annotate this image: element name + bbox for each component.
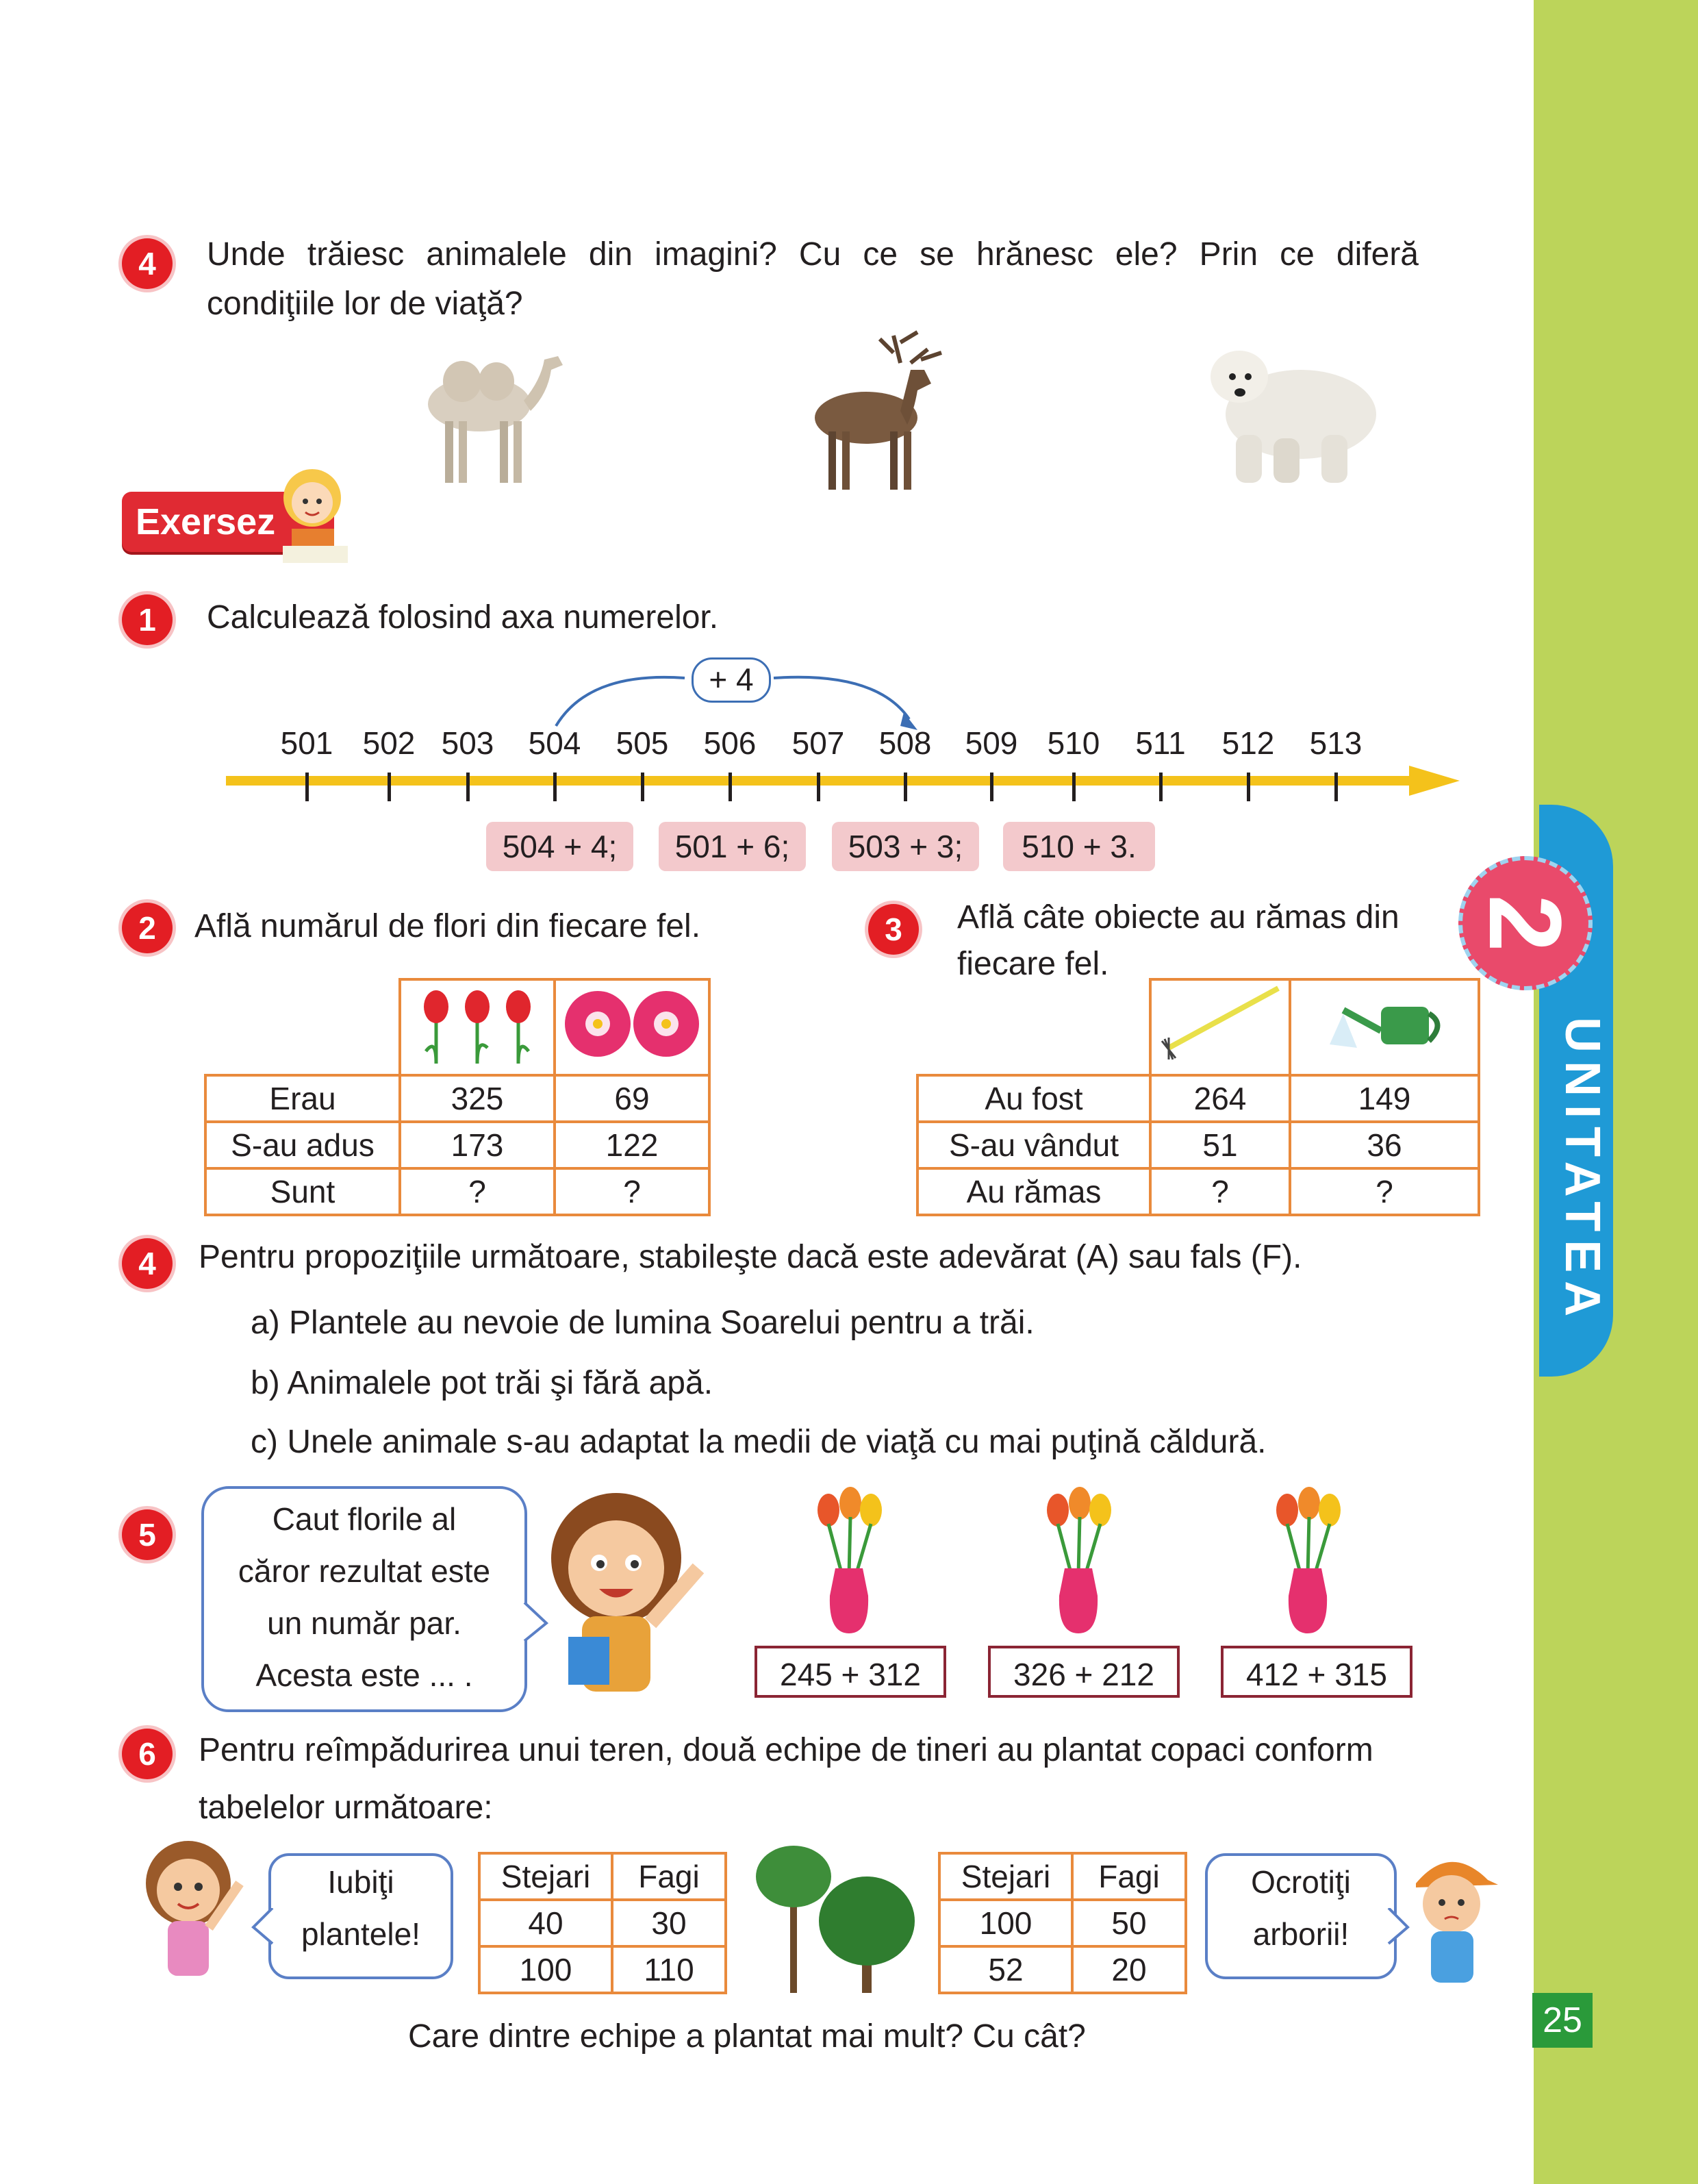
cell-value: 325: [400, 1075, 555, 1122]
cell-value: 122: [555, 1122, 709, 1168]
polar-bear-image: [1202, 339, 1386, 490]
number-line-label: 511: [1135, 725, 1186, 761]
cell-value: 100: [479, 1946, 612, 1993]
row-label: Au fost: [917, 1075, 1150, 1122]
number-line-tick: [641, 773, 644, 801]
exercise-number-badge: 5: [122, 1509, 173, 1560]
number-line-tick: [553, 773, 557, 801]
cell-value: 40: [479, 1900, 612, 1946]
task-pill: 503 + 3;: [832, 822, 979, 871]
cell-value: 69: [555, 1075, 709, 1122]
cell-value: 100: [939, 1900, 1072, 1946]
cell-value: ?: [555, 1168, 709, 1215]
tulip-vase-icon: [1267, 1486, 1349, 1637]
number-line-tick: [305, 773, 309, 801]
speech-bubble: [201, 1486, 527, 1712]
number-line-label: 513: [1309, 725, 1363, 761]
number-line-label: 508: [878, 725, 932, 761]
tulip-vase-icon: [1037, 1486, 1119, 1637]
cell-value: 110: [612, 1946, 726, 1993]
number-line-label: 512: [1221, 725, 1275, 761]
speech-bubble-right: [1205, 1853, 1397, 1979]
number-line: [226, 776, 1417, 786]
number-line-label: 507: [791, 725, 845, 761]
cell-value: 50: [1072, 1900, 1186, 1946]
exercise-text: Află câte obiecte au rămas din: [957, 899, 1399, 936]
page-number: 25: [1532, 1993, 1593, 2048]
team2-table: [938, 1852, 1187, 1994]
column-header: Fagi: [612, 1853, 726, 1900]
number-line-label: 501: [280, 725, 333, 761]
bubble-line: plantele!: [301, 1916, 420, 1952]
exercise-number-badge: 1: [122, 594, 173, 645]
row-label: S-au adus: [205, 1122, 400, 1168]
girl-reading-icon: [273, 460, 355, 570]
exercise-text: condiţiile lor de viaţă?: [207, 286, 523, 322]
row-label: Erau: [205, 1075, 400, 1122]
watering-can-image-cell: [1290, 979, 1479, 1075]
rake-image-cell: [1150, 979, 1290, 1075]
rake-icon: [1155, 983, 1285, 1065]
column-header: Fagi: [1072, 1853, 1186, 1900]
bubble-line: Iubiţi: [327, 1864, 394, 1900]
task-pill: 510 + 3.: [1003, 822, 1155, 871]
petunias-image-cell: [555, 979, 709, 1075]
tulips-icon: [409, 983, 546, 1065]
number-line-label: 505: [616, 725, 669, 761]
watering-can-icon: [1316, 983, 1453, 1065]
exercise-number-badge: 3: [868, 904, 919, 955]
cell-value: 51: [1150, 1122, 1290, 1168]
task-pill: 501 + 6;: [659, 822, 806, 871]
number-line-tick: [728, 773, 732, 801]
flowers-table: [204, 978, 711, 1216]
final-question: Care dintre echipe a plantat mai mult? Cu cât?: [408, 2018, 1086, 2055]
cell-value: 30: [612, 1900, 726, 1946]
team1-table: [478, 1852, 727, 1994]
exercise-text: Pentru reîmpădurirea unui teren, două echipe de tineri au plantat copaci conform: [199, 1732, 1373, 1768]
bubble-line: Ocrotiţi: [1251, 1864, 1351, 1900]
petunias-icon: [560, 986, 704, 1062]
number-line-label: 509: [965, 725, 1018, 761]
exercise-text: Pentru propoziţiile următoare, stabileşte dacă este adevărat (A) sau fals (F).: [199, 1239, 1302, 1275]
cell-value: 20: [1072, 1946, 1186, 1993]
sum-box: 412 + 315: [1221, 1646, 1412, 1698]
bubble-line: Caut florile al: [272, 1501, 457, 1537]
row-label: S-au vândut: [917, 1122, 1150, 1168]
exercise-number-badge: 6: [122, 1729, 173, 1779]
number-line-label: 506: [703, 725, 757, 761]
exercise-text: fiecare fel.: [957, 946, 1109, 982]
number-line-tick: [1159, 773, 1163, 801]
column-header: Stejari: [939, 1853, 1072, 1900]
exersez-label: Exersez: [122, 492, 334, 552]
exercise-text: tabelelor următoare:: [199, 1790, 493, 1826]
speech-bubble-left: [268, 1853, 453, 1979]
number-line-tick: [1072, 773, 1076, 801]
cell-value: 52: [939, 1946, 1072, 1993]
number-line-tick: [1334, 773, 1338, 801]
sum-box: 245 + 312: [755, 1646, 946, 1698]
number-line-label: 504: [528, 725, 581, 761]
cell-value: ?: [1150, 1168, 1290, 1215]
cell-value: 36: [1290, 1122, 1479, 1168]
exercise-number-badge: 2: [122, 903, 173, 953]
exercise-text: Unde trăiesc animalele din imagini? Cu ce se hrănesc ele? Prin ce diferă: [207, 236, 1419, 273]
camel-image: [404, 339, 582, 490]
exercise-number-badge: 4: [122, 1238, 173, 1289]
unit-label: UNITATEA: [1555, 1017, 1610, 1325]
bubble-tail: [251, 1908, 275, 1946]
cell-value: 264: [1150, 1075, 1290, 1122]
jump-label: + 4: [692, 657, 771, 703]
tulip-vase-icon: [808, 1486, 890, 1637]
bubble-line: un număr par.: [267, 1605, 461, 1641]
number-line-label: 502: [362, 725, 416, 761]
cell-value: 149: [1290, 1075, 1479, 1122]
girl-character-icon: [130, 1835, 260, 1979]
exercise-number-badge: 4: [122, 238, 173, 289]
bubble-line: căror rezultat este: [238, 1553, 491, 1589]
sum-box: 326 + 212: [988, 1646, 1180, 1698]
trees-icon: [749, 1842, 920, 1996]
boy-cap-character-icon: [1402, 1842, 1505, 1986]
statement-b: b) Animalele pot trăi şi fără apă.: [251, 1365, 713, 1401]
exercise-text: Calculează folosind axa numerelor.: [207, 599, 719, 636]
number-line-tick: [904, 773, 907, 801]
number-line-tick: [990, 773, 993, 801]
number-line-tick: [466, 773, 470, 801]
exercise-text: Află numărul de flori din fiecare fel.: [194, 908, 701, 944]
tulips-image-cell: [400, 979, 555, 1075]
unit-number: 2: [1468, 894, 1583, 952]
cell-value: ?: [400, 1168, 555, 1215]
number-line-tick: [817, 773, 820, 801]
objects-table: [916, 978, 1480, 1216]
task-pill: 504 + 4;: [486, 822, 633, 871]
number-line-tick: [1247, 773, 1250, 801]
number-line-label: 510: [1047, 725, 1100, 761]
statement-a: a) Plantele au nevoie de lumina Soarelui pentru a trăi.: [251, 1305, 1035, 1341]
row-label: Sunt: [205, 1168, 400, 1215]
cell-value: ?: [1290, 1168, 1479, 1215]
column-header: Stejari: [479, 1853, 612, 1900]
cell-value: 173: [400, 1122, 555, 1168]
deer-image: [791, 322, 962, 493]
bubble-line: Acesta este ... .: [255, 1657, 473, 1693]
number-line-label: 503: [441, 725, 494, 761]
row-label: Au rămas: [917, 1168, 1150, 1215]
number-line-tick: [388, 773, 391, 801]
statement-c: c) Unele animale s-au adaptat la medii de viaţă cu mai puţină căldură.: [251, 1424, 1267, 1460]
boy-character-icon: [534, 1486, 719, 1698]
bubble-line: arborii!: [1252, 1916, 1349, 1952]
number-line-arrow: [1409, 766, 1460, 796]
